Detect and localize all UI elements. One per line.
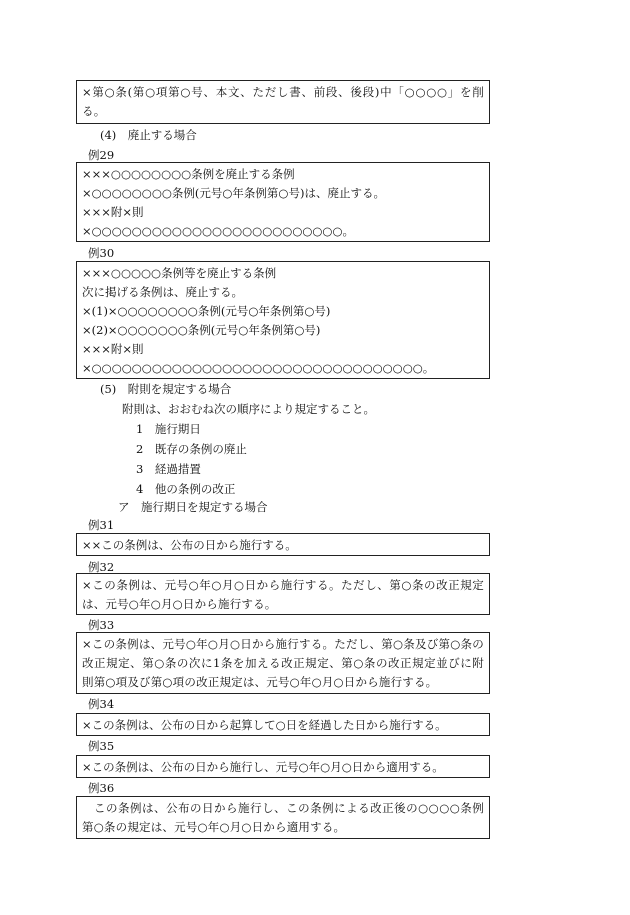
example-label-35: 例35 <box>88 739 115 753</box>
example-box-32 <box>76 573 490 615</box>
example-box-33 <box>76 632 490 694</box>
example-label-30: 例30 <box>88 246 115 260</box>
example-30-line-1: ×××○○○○○条例等を廃止する条例 <box>82 266 277 280</box>
example-label-36: 例36 <box>88 781 115 795</box>
example-label-29: 例29 <box>88 148 115 162</box>
order-item-3: 3 経過措置 <box>136 462 201 476</box>
example-29-line-3: ×××附×則 <box>82 205 144 219</box>
heading-case-5: (5) 附則を規定する場合 <box>100 382 232 396</box>
example-label-33: 例33 <box>88 618 115 632</box>
example-29-line-4: ×○○○○○○○○○○○○○○○○○○○○○○○○○。 <box>82 224 354 238</box>
order-item-4: 4 他の条例の改正 <box>136 482 236 496</box>
example-box-31 <box>76 533 490 556</box>
subheading-a: ア 施行期日を規定する場合 <box>118 500 268 514</box>
example-30-line-6: ×○○○○○○○○○○○○○○○○○○○○○○○○○○○○○○○○○。 <box>82 361 435 375</box>
amendment-clause-box <box>76 80 490 124</box>
heading-case-4: (4) 廃止する場合 <box>100 128 197 142</box>
example-32-text: ×この条例は、元号○年○月○日から施行する。ただし、第○条の改正規定は、元号○年○月○日から施行する。 <box>82 578 484 611</box>
example-box-35 <box>76 755 490 778</box>
example-31-text: ××この条例は、公布の日から施行する。 <box>82 538 297 552</box>
supplementary-intro: 附則は、おおむね次の順序により規定すること。 <box>122 402 375 416</box>
example-label-31: 例31 <box>88 518 115 532</box>
example-30-line-2: 次に掲げる条例は、廃止する。 <box>82 285 243 299</box>
example-35-text: ×この条例は、公布の日から施行し、元号○年○月○日から適用する。 <box>82 760 444 774</box>
example-33-text: ×この条例は、元号○年○月○日から施行する。ただし、第○条及び第○条の改正規定、第○条の次に1条を加える改正規定、第○条の改正規定並びに附則第○項及び第○項の改正規定は、元号○年○月○日から施行する。 <box>82 637 484 689</box>
example-label-34: 例34 <box>88 697 115 711</box>
example-box-29 <box>76 162 490 242</box>
amendment-clause-text: ×第○条(第○項第○号、本文、ただし書、前段、後段)中「○○○○」を削る。 <box>82 85 484 118</box>
example-29-line-1: ×××○○○○○○○○条例を廃止する条例 <box>82 167 295 181</box>
example-30-line-3: ×(1)×○○○○○○○○条例(元号○年条例第○号) <box>82 304 331 318</box>
example-30-line-5: ×××附×則 <box>82 342 144 356</box>
example-box-36 <box>76 796 490 839</box>
order-item-1: 1 施行期日 <box>136 422 201 436</box>
example-29-line-2: ×○○○○○○○○条例(元号○年条例第○号)は、廃止する。 <box>82 186 385 200</box>
example-box-30 <box>76 261 490 379</box>
example-30-line-4: ×(2)×○○○○○○○条例(元号○年条例第○号) <box>82 323 321 337</box>
example-34-text: ×この条例は、公布の日から起算して○日を経過した日から施行する。 <box>82 718 447 732</box>
example-box-34 <box>76 713 490 736</box>
example-label-32: 例32 <box>88 560 115 574</box>
example-36-text: この条例は、公布の日から施行し、この条例による改正後の○○○○条例第○条の規定は、元号○年○月○日から適用する。 <box>82 801 484 834</box>
order-item-2: 2 既存の条例の廃止 <box>136 442 247 456</box>
